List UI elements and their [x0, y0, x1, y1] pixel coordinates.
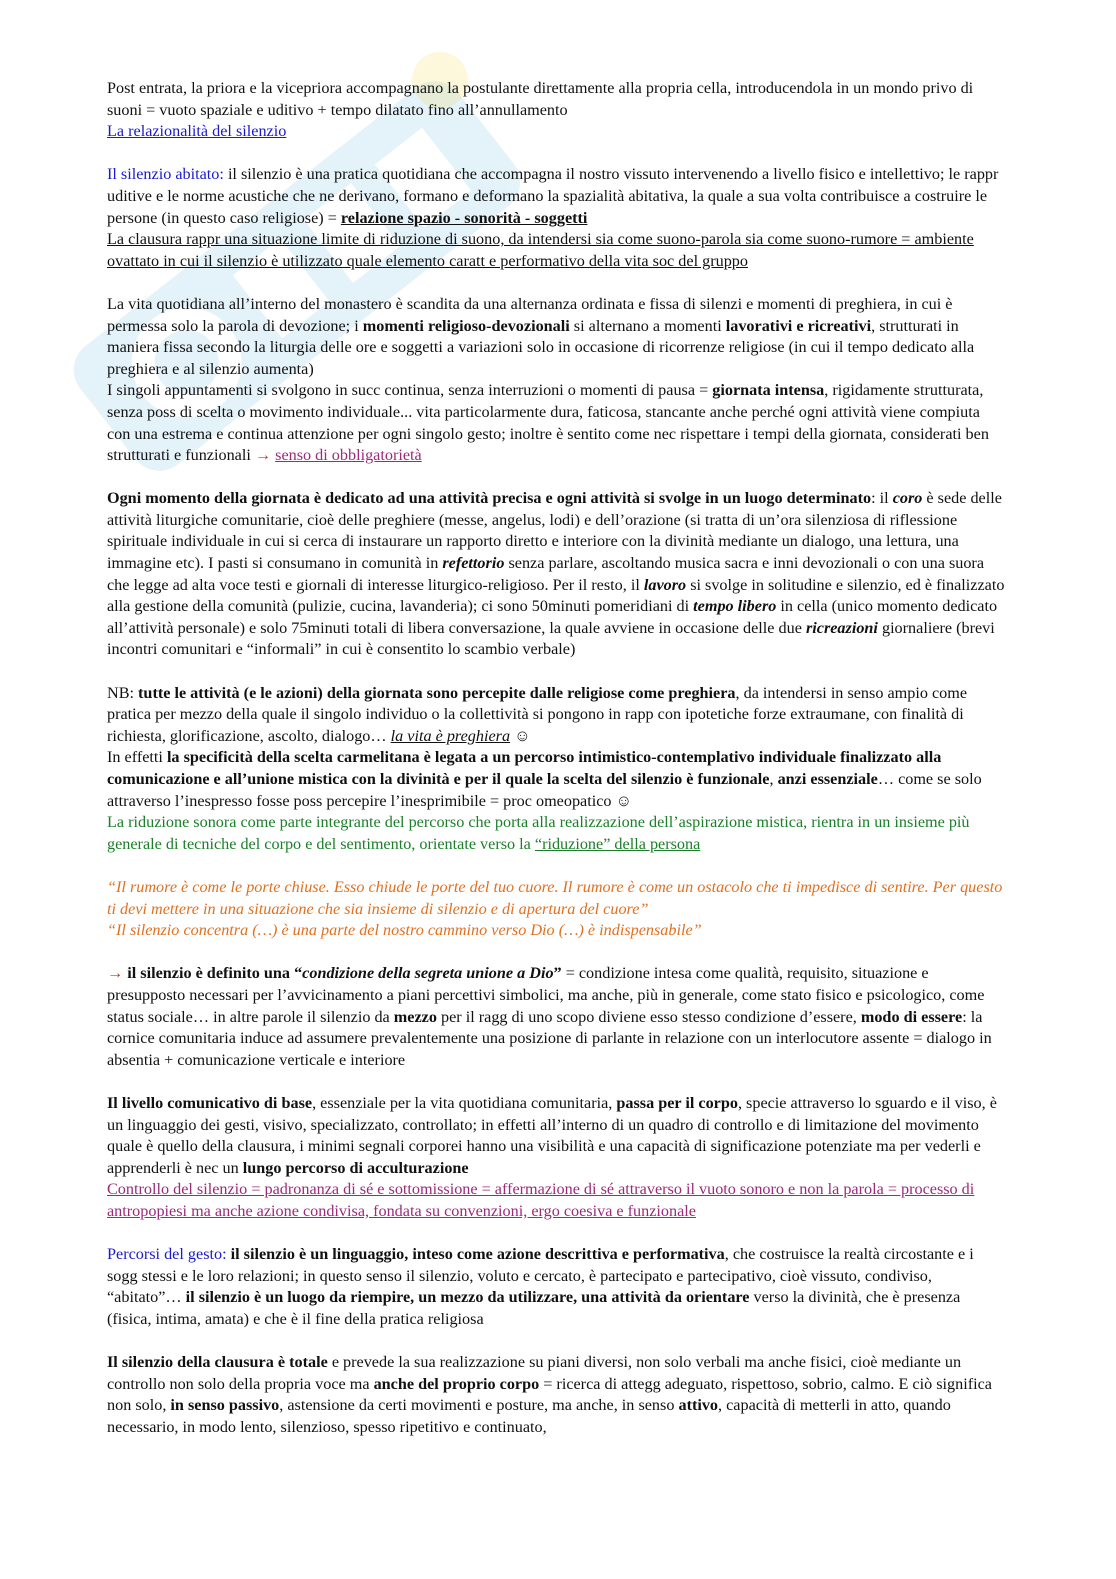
text-span: , astensione da certi movimenti e posture, ma anche, in senso	[279, 1396, 679, 1415]
paragraph-condizione	[107, 963, 1007, 1071]
bold-span: passa per il corpo	[616, 1093, 738, 1112]
bold-span: Il silenzio della clausura è totale	[107, 1353, 328, 1372]
text-span: In effetti	[107, 748, 167, 767]
text-span: ,	[769, 770, 778, 788]
paragraph-appuntamenti	[107, 380, 1007, 466]
paragraph-intro: Post entrata, la priora e la vicepriora accompagnano la postulante direttamente alla propria cella, introducendola in un mondo privo di suoni = vuoto spaziale e uditivo + tempo dilatato fino all’annullamento	[107, 79, 974, 119]
text-span: La riduzione sonora come parte integrante del percorso che porta alla realizzazione dell’aspirazione mistica, rientra in un insieme più generale di tecniche del corpo e del sentimento, orientate verso la	[107, 813, 970, 853]
bold-span: anzi essenziale	[777, 770, 878, 788]
section-link-relazionalita[interactable]: La relazionalità del silenzio	[107, 122, 287, 141]
bold-span: il silenzio è definito una “	[123, 964, 303, 983]
text-span: si alternano a momenti	[569, 316, 726, 335]
bold-span: modo di essere	[860, 1007, 963, 1026]
bold-span: lavorativi e ricreativi	[725, 316, 872, 335]
text-span: : il	[871, 489, 893, 508]
text-span: … come se solo attraverso l’inespresso fosse poss percepire l’inesprimibile = proc omeopatico ☺	[107, 770, 982, 810]
arrow-right-icon: →	[254, 446, 272, 465]
quote-silenzio-concentra: “Il silenzio concentra (…) è una parte del nostro cammino verso Dio (…) è indispensabile”	[107, 921, 702, 940]
bold-italic-span: ricreazioni	[805, 618, 878, 637]
text-span: , che costruisce la realtà circostante e i sogg stessi e le loro relazioni; in questo senso il silenzio, voluto e cercato, è partecipato e partecipativo, cioè vissuto, condiviso, “abitato”…	[107, 1245, 974, 1307]
underlined-span: “riduzione” della persona	[534, 834, 701, 853]
bold-span: Ogni momento della giornata è dedicato ad una attività precisa e ogni attività si svolge in un luogo determinato	[107, 489, 872, 508]
bold-span: momenti religioso-devozionali	[362, 316, 570, 335]
text-span: = ricerca di attegg adeguato, rispettoso, sobrio, calmo. E ciò significa non solo,	[107, 1374, 992, 1415]
text-span: , essenziale per la vita quotidiana comunitaria,	[312, 1093, 617, 1112]
bold-span: mezzo	[393, 1007, 437, 1026]
bold-span: in senso passivo	[170, 1396, 280, 1415]
bold-italic-span: condizione della segreta unione a Dio	[302, 964, 554, 983]
bold-span: giornata intensa	[712, 381, 825, 400]
heading-percorsi-gesto: Percorsi del gesto:	[107, 1245, 227, 1264]
text-span: = condizione intesa come qualità, requisito, situazione e presupposto necessari per l’avvicinamento a piani percettivi simbolici, ma anche, più in generale, come stato fisico e psicologico, come status sociale… in altre parole il silenzio da	[107, 964, 985, 1026]
bold-span: Il livello comunicativo di base	[107, 1093, 313, 1112]
text-span: e prevede la sua realizzazione su piani diversi, non solo verbali ma anche fisici, cioè mediante un controllo non solo della propria voce ma	[107, 1353, 962, 1393]
bold-italic-span: lavoro	[643, 575, 687, 594]
smiley-icon: ☺	[510, 726, 531, 745]
paragraph-vita-quotidiana	[107, 294, 1007, 380]
bold-span: tutte le attività (e le azioni) della giornata sono percepite dalle religiose come preghiera	[138, 683, 736, 702]
text-span: , rigidamente strutturata, senza poss di scelta o movimento individuale... vita particolarmente dura, faticosa, stancante anche perché ogni attività viene compiuta con una estrema e continua attenzione per ogni singolo gesto; inoltre è sentito come nec rispettare i tempi della giornata, considerati ben strutturati e funzionali	[107, 381, 989, 465]
paragraph-silenzio-totale	[107, 1352, 1007, 1438]
link-obbligatorieta[interactable]: senso di obbligatorietà	[275, 446, 422, 465]
document-body	[107, 78, 1007, 1438]
quote-rumore: “Il rumore è come le porte chiuse. Esso chiude le porte del tuo cuore. Il rumore è come un ostacolo che ti impedisce di sentire. Per questo ti devi mettere in una situazione che sia insieme di silenzio e di apertura del cuore”	[107, 877, 1003, 918]
text-span: , specie attraverso lo sguardo e il viso, è un linguaggio dei gesti, visivo, specializzato, controllato; in effetti all’interno di un quadro di controllo e di limitazione del movimento quale è quello della clausura, i minimi segnali corporei hanno una visibilità e una capacità di significazione potenziate ma per vederli e apprenderli è nec un	[107, 1093, 997, 1177]
text-span: in cella (unico momento dedicato all’attività personale) e solo 75minuti totali di libera conversazione, la quale avviene in occasione delle due	[107, 597, 998, 637]
text-span: : la cornice comunitaria induce ad assumere prevalentemente una posizione di parlante in relazione con un interlocutore assente = dialogo in absentia + comunicazione verticale e interiore	[107, 1007, 992, 1069]
bold-span: anche del proprio corpo	[373, 1374, 540, 1393]
text-span: , capacità di metterli in atto, quando necessario, in modo lento, silenzioso, spesso ripetitivo e continuato,	[107, 1396, 951, 1436]
paragraph-percorsi-gesto	[107, 1244, 1007, 1330]
bold-span: il silenzio è un linguaggio, inteso come azione descrittiva e performativa	[230, 1245, 725, 1264]
bold-span: attivo	[678, 1396, 719, 1415]
arrow-right-icon: →	[107, 964, 124, 983]
text-span: NB:	[107, 683, 139, 702]
text-span: il silenzio è una pratica quotidiana che accompagna il nostro vissuto intervenendo a livello fisico e intellettivo; le rappr uditive e le norme acustiche che ne derivano, formano e deformano la spazialità abitativa, la quale a sua volta contribuisce a costruire le persone (in questo caso religiose) =	[107, 165, 999, 227]
text-span: è sede delle attività liturgiche comunitarie, cioè delle preghiere (messe, angelus, lodi) e dell’orazione (si tratta di un’ora silenziosa di riflessione spirituale individuale in cui si cerca di instaurare un rapporto diretto e interiore con la divinità mediante un dialogo, una lettura, una immagine etc). I pasti si consumano in comunità in	[107, 489, 1002, 573]
bold-span: lungo percorso di acculturazione	[242, 1158, 469, 1177]
paragraph-riduzione-sonora	[107, 812, 1007, 855]
text-span: si svolge in solitudine e silenzio, ed è finalizzato alla gestione della comunità (pulizie, cucina, lavanderia); ci sono 50minuti pomeridiani di	[107, 575, 1005, 616]
text-span: giornaliere (brevi incontri comunitari e “informali” in cui è consentito lo scambio verbale)	[107, 618, 995, 659]
bold-relazione: relazione spazio - sonorità - soggetti	[340, 208, 588, 227]
bold-italic-span: refettorio	[442, 554, 505, 573]
paragraph-livello-comunicativo	[107, 1093, 1007, 1179]
text-span: verso la divinità, che è presenza (fisica, intima, amata) e che è il fine della pratica religiosa	[107, 1288, 961, 1328]
paragraph-clausura: La clausura rappr una situazione limite di riduzione di suono, da intendersi sia come suono-parola sia come suono-rumore = ambiente ovattato in cui il silenzio è utilizzato quale elemento caratt e performativo della vita soc del gruppo	[107, 230, 974, 270]
text-span: La vita quotidiana all’interno del monastero è scandita da una alternanza ordinata e fissa di silenzi e momenti di preghiera, in cui è permessa solo la parola di devozione; i	[107, 294, 953, 335]
bold-span: il silenzio è un luogo da riempire, un mezzo da utilizzare, una attività da orientare	[185, 1288, 750, 1307]
paragraph-specificita	[107, 747, 1007, 812]
paragraph-nb	[107, 683, 1007, 748]
paragraph-momenti-giornata	[107, 488, 1007, 661]
bold-span: la specificità della scelta carmelitana è legata a un percorso intimistico-contemplativo individuale finalizzato alla comunicazione e all’unione mistica con la divinità e per il quale la scelta del silenzio è funzionale	[107, 748, 942, 788]
bold-italic-span: tempo libero	[693, 597, 777, 616]
italic-underlined-span: la vita è preghiera	[390, 726, 511, 745]
text-span: , da intendersi in senso ampio come pratica per mezzo della quale il singolo individuo o la collettività si pongono in rapp con ipotetiche forze extraumane, con finalità di richiesta, glorificazione, ascolto, dialogo…	[107, 683, 968, 745]
heading-silenzio-abitato: Il silenzio abitato:	[107, 165, 224, 184]
text-span: I singoli appuntamenti si svolgono in succ continua, senza interruzioni o momenti di pausa =	[107, 381, 713, 400]
text-span: , strutturati in maniera fissa secondo la liturgia delle ore e soggetti a variazioni solo in occasione di ricorrenze religiose (in cui il tempo dedicato alla preghiera e al silenzio aumenta)	[107, 316, 975, 378]
text-span: senza parlare, ascoltando musica sacra e inni devozionali o con una suora che legge ad alta voce testi e giornali di interesse liturgico-religioso. Per il resto, il	[107, 554, 985, 594]
paragraph-silenzio-abitato	[107, 164, 1007, 229]
bold-span: ”	[553, 964, 562, 983]
paragraph-controllo-silenzio: Controllo del silenzio = padronanza di sé e sottomissione = affermazione di sé attraverso il vuoto sonoro e non la parola = processo di antropopiesi ma anche azione condivisa, fondata su convenzioni, ergo coesiva e funzionale	[107, 1180, 975, 1220]
text-span: per il ragg di uno scopo diviene esso stesso condizione d’essere,	[436, 1007, 861, 1026]
bold-italic-span: coro	[892, 489, 923, 508]
